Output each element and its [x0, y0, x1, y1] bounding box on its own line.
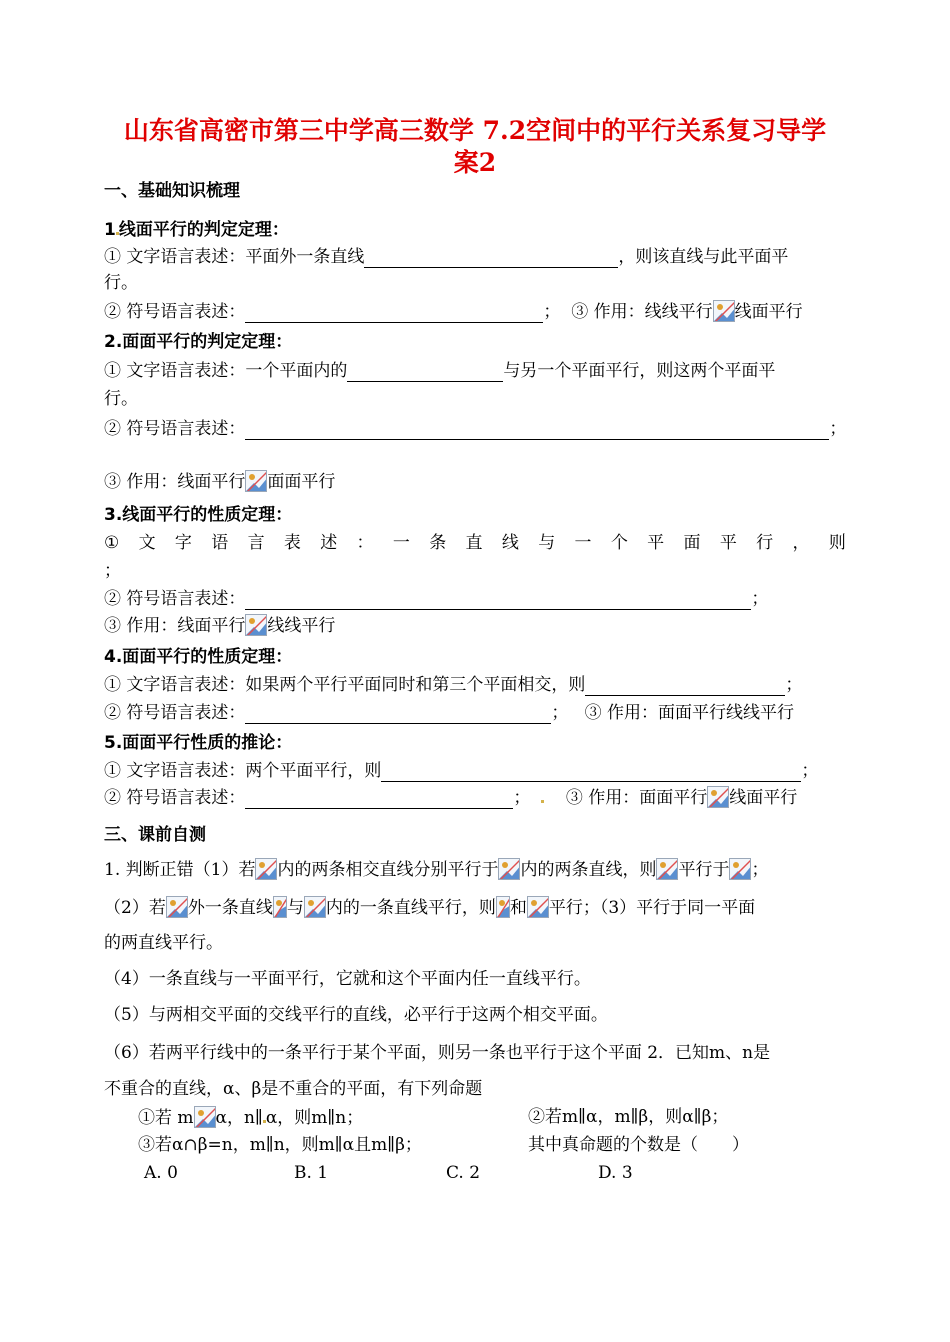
s1-l2-semi: ；	[543, 302, 561, 322]
s3-char: ，	[792, 533, 810, 553]
fill-blank[interactable]	[381, 763, 801, 782]
s3-char: 与	[538, 533, 556, 553]
q1-text: 平行；（3）平行于同一平面	[548, 898, 756, 918]
broken-image-icon	[656, 858, 678, 880]
s3-char: 字	[174, 533, 192, 553]
q2-prop1	[138, 1106, 363, 1129]
s3-char: 则	[828, 533, 846, 553]
q1-line2	[104, 896, 755, 919]
s2-l1-end: 与另一个平面平行，则这两个平面平	[503, 361, 776, 381]
broken-image-icon	[729, 858, 751, 880]
q2-prop3: ③若α∩β=n，m∥n，则m∥α且m∥β；	[138, 1135, 422, 1155]
broken-image-icon	[707, 786, 729, 808]
s3-char: 言	[247, 533, 265, 553]
s4-l2-text: ② 符号语言表述：	[104, 703, 246, 723]
s3-char: 面	[683, 533, 701, 553]
s4-l1-text: ① 文字语言表述：如果两个平行平面同时和第三个平面相交，则	[104, 675, 586, 695]
s3-char: ①	[104, 533, 120, 553]
broken-image-icon	[273, 896, 287, 918]
s1-text-statement	[104, 246, 788, 268]
s1-l1-end: ，则该直线与此平面平	[618, 247, 789, 267]
q1-text: 1. 判断正错（1）若	[104, 860, 256, 880]
s5-l2-text: ② 符号语言表述：	[104, 788, 246, 808]
s3-char: 述	[320, 533, 338, 553]
s2-l1-cont: 行。	[104, 389, 138, 409]
s3-symbol-statement	[104, 588, 768, 610]
s4-text-statement	[104, 674, 802, 696]
s3-char: 个	[610, 533, 628, 553]
s3-char: 直	[465, 533, 483, 553]
broken-image-icon	[245, 614, 267, 636]
broken-image-icon	[255, 858, 277, 880]
s5-text-statement	[104, 760, 818, 782]
q1-text: ；	[751, 860, 769, 880]
broken-image-icon	[496, 896, 510, 918]
q1-text: 与	[286, 898, 304, 918]
s5-use-text: ③ 作用：面面平行	[565, 788, 708, 808]
s5-use-end: 线面平行	[729, 788, 798, 808]
document-title-line1: 山东省高密市第三中学高三数学 7.2空间中的平行关系复习导学	[123, 116, 827, 145]
s4-l1-semi: ；	[785, 675, 803, 695]
s5-l2-semi: ；	[513, 788, 531, 808]
fill-blank[interactable]	[245, 790, 513, 809]
fill-blank[interactable]	[245, 421, 829, 440]
s2-l2-text: ② 符号语言表述：	[104, 419, 246, 439]
fill-blank[interactable]	[245, 591, 751, 610]
s4-heading: 4.面面平行的性质定理：	[104, 647, 293, 667]
q1-text: 内的一条直线平行，则	[325, 898, 496, 918]
s3-char: 平	[647, 533, 665, 553]
s3-char: ：	[356, 533, 374, 553]
s1-heading-num: 1	[104, 220, 116, 240]
q1-text: 内的两条相交直线分别平行于	[277, 860, 499, 880]
s4-symbol-statement	[104, 702, 794, 724]
s1-use-text: ③ 作用：线线平行	[571, 302, 713, 322]
s3-l2-semi: ；	[751, 589, 769, 609]
s3-char: 条	[429, 533, 447, 553]
broken-image-icon	[498, 858, 520, 880]
s1-symbol-statement	[104, 300, 803, 323]
q2-text: ①若 m	[138, 1108, 194, 1128]
s2-usage	[104, 470, 335, 493]
q1-text: 和	[509, 898, 527, 918]
s3-char: 一	[392, 533, 410, 553]
s3-char: 表	[283, 533, 301, 553]
s5-symbol-statement	[104, 786, 797, 809]
choice-a: A. 0	[144, 1163, 178, 1183]
s3-char: 文	[138, 533, 156, 553]
s3-l1-cont: ；	[104, 561, 121, 581]
q2-text: α，则m∥n；	[265, 1108, 364, 1128]
s2-heading: 2.面面平行的判定定理：	[104, 332, 293, 352]
s3-heading: 3.线面平行的性质定理：	[104, 505, 293, 525]
s5-heading: 5.面面平行性质的推论：	[104, 733, 293, 753]
s3-char: 平	[719, 533, 737, 553]
s3-char: 语	[211, 533, 229, 553]
choice-b: B. 1	[294, 1163, 329, 1183]
s3-l2-text: ② 符号语言表述：	[104, 589, 246, 609]
fill-blank[interactable]	[364, 249, 618, 268]
s2-l2-semi: ；	[829, 419, 847, 439]
broken-image-icon	[304, 896, 326, 918]
s3-char: 一	[574, 533, 592, 553]
s3-char: 线	[501, 533, 519, 553]
q1-text: 外一条直线	[187, 898, 273, 918]
section-heading-basics: 一、基础知识梳理	[104, 181, 240, 201]
broken-image-icon	[713, 300, 735, 322]
s5-l1-semi: ；	[801, 761, 819, 781]
s1-l2-text: ② 符号语言表述：	[104, 302, 246, 322]
s2-text-statement	[104, 360, 775, 382]
s1-l1-cont: 行。	[104, 273, 138, 293]
q1-text: （2）若	[104, 898, 166, 918]
broken-image-icon	[527, 896, 549, 918]
q1-line3: 的两直线平行。	[104, 933, 223, 953]
s3-use-end: 线线平行	[267, 616, 336, 636]
s1-heading	[104, 219, 289, 241]
s3-text-statement	[104, 532, 846, 554]
s2-use-end: 面面平行	[267, 472, 336, 492]
q1-line6: （6）若两平行线中的一条平行于某个平面，则另一条也平行于这个平面 2．已知m、n是	[104, 1043, 771, 1063]
q1-line1	[104, 858, 768, 881]
s4-use-text: ③ 作用：面面平行线线平行	[584, 703, 795, 723]
fill-blank[interactable]	[245, 304, 543, 323]
s2-use-text: ③ 作用：线面平行	[104, 472, 246, 492]
fill-blank[interactable]	[245, 705, 551, 724]
q2-prop2: ②若m∥α，m∥β，则α∥β；	[528, 1107, 729, 1127]
s3-usage	[104, 614, 335, 637]
q1-line4: （4）一条直线与一平面平行，它就和这个平面内任一直线平行。	[104, 969, 591, 989]
q1-text: 内的两条直线，则	[520, 860, 657, 880]
s2-l1-text: ① 文字语言表述：一个平面内的	[104, 361, 348, 381]
fill-blank[interactable]	[347, 363, 503, 382]
document-title-line2: 案2	[453, 148, 497, 177]
s2-symbol-statement	[104, 418, 846, 440]
s4-l2-semi: ；	[551, 703, 569, 723]
broken-image-icon	[194, 1106, 216, 1128]
choice-d: D. 3	[598, 1163, 633, 1183]
dot-mark	[541, 800, 544, 803]
fill-blank[interactable]	[585, 677, 785, 696]
s1-use-end: 线面平行	[734, 302, 803, 322]
s1-l1-text: ① 文字语言表述：平面外一条直线	[104, 247, 365, 267]
broken-image-icon	[245, 470, 267, 492]
q2-question: 其中真命题的个数是（ ）	[528, 1135, 749, 1155]
s3-char: 行	[756, 533, 774, 553]
q1-line5: （5）与两相交平面的交线平行的直线，必平行于这两个相交平面。	[104, 1005, 608, 1025]
q1-text: 平行于	[678, 860, 730, 880]
s3-use-text: ③ 作用：线面平行	[104, 616, 246, 636]
q2-text: α，n∥	[215, 1108, 263, 1128]
s1-heading-text: 线面平行的判定定理：	[118, 220, 289, 240]
s5-l1-text: ① 文字语言表述：两个平面平行，则	[104, 761, 382, 781]
section-heading-selftest: 三、课前自测	[104, 825, 206, 845]
choice-c: C. 2	[446, 1163, 481, 1183]
broken-image-icon	[166, 896, 188, 918]
q2-line7: 不重合的直线，α、β是不重合的平面，有下列命题	[104, 1079, 483, 1099]
